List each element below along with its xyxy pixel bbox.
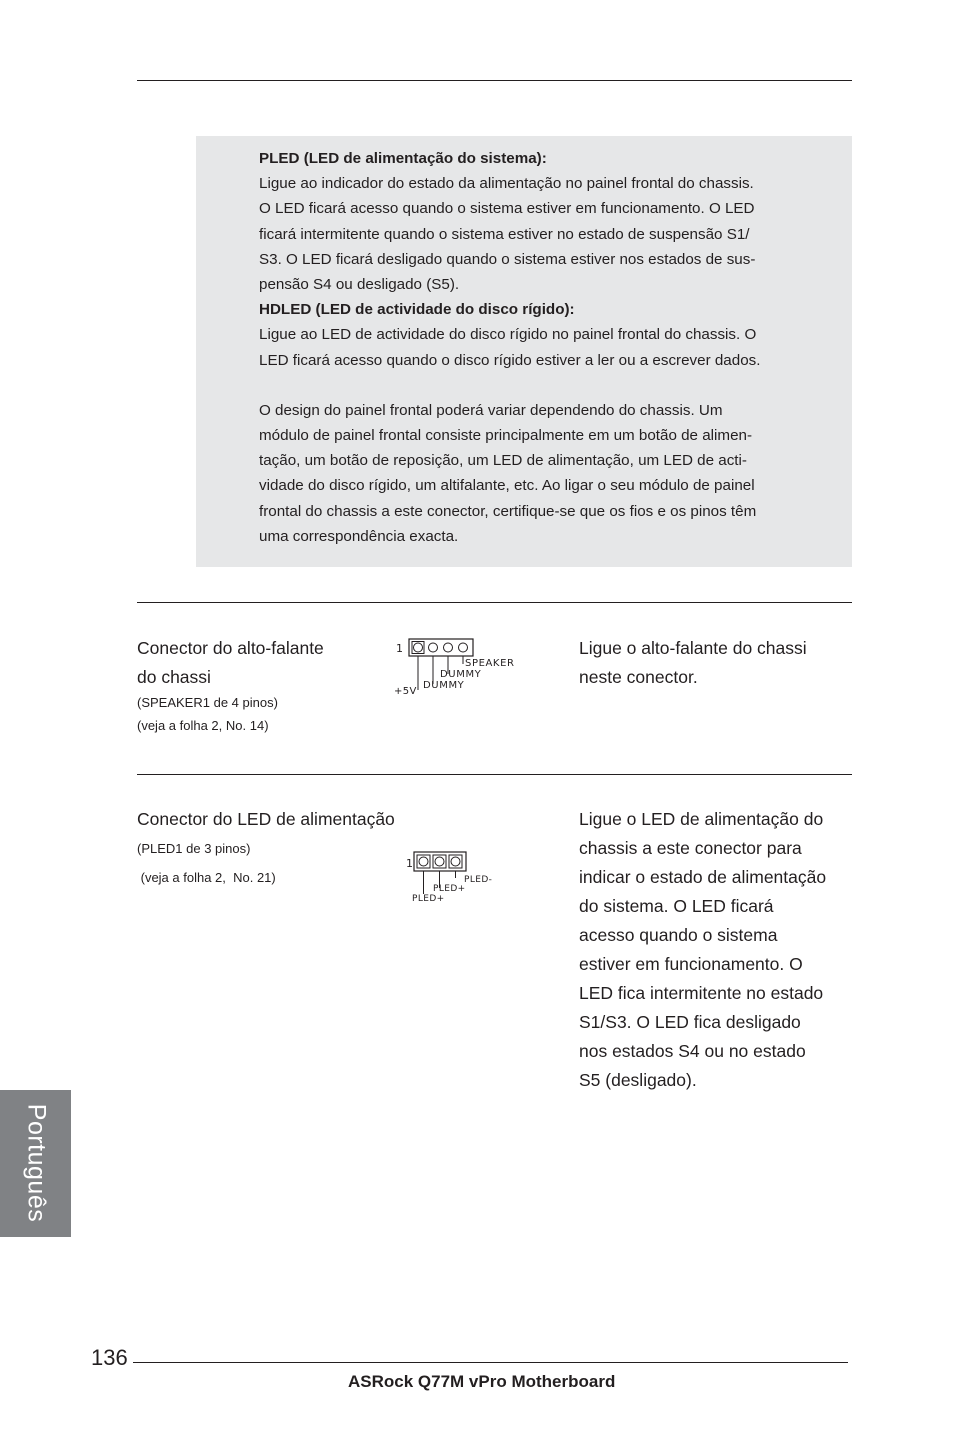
design-line: O design do painel frontal poderá variar dependendo do chassis. Um [259,401,723,419]
pin-2 [429,643,438,652]
hdled-heading: HDLED (LED de actividade do disco rígido): [259,301,575,319]
pin1-label: 1 [406,857,413,870]
pled-line: Ligue ao indicador do estado da alimentação no painel frontal do chassis. [259,175,754,193]
pin1-label: 1 [396,642,403,655]
page-number: 136 [91,1345,128,1370]
section-rule [137,602,852,603]
pled-note: (PLED1 de 3 pinos) [137,841,251,856]
language-label: Português [22,1103,51,1223]
pled-note: (veja a folha 2, No. 21) [137,870,276,885]
pled-line: ficará intermitente quando o sistema estiver no estado de suspensão S1/ [259,225,750,243]
design-line: tação, um botão de reposição, um LED de alimentação, um LED de acti- [259,452,747,470]
pin-1 [414,643,423,652]
top-rule [137,80,852,81]
pled-title: Conector do LED de alimentação [137,809,395,829]
design-line: módulo de painel frontal consiste principalmente em um botão de alimen- [259,427,753,445]
speaker-pin-label: SPEAKER [465,658,515,669]
hdled-line: Ligue ao LED de actividade do disco rígido no painel frontal do chassis. O [259,326,757,344]
pin-1 [419,857,428,866]
pled-line: O LED ficará acesso quando o sistema estiver em funcionamento. O LED [259,200,755,218]
footer-rule [133,1362,848,1363]
pled-connector-diagram [404,848,494,906]
footer-title: ASRock Q77M vPro Motherboard [348,1372,616,1391]
dummy-pin-label: DUMMY [423,680,465,691]
pin-4 [459,643,468,652]
pin-3 [451,857,460,866]
design-line: frontal do chassis a este conector, certifique-se que os fios e os pinos têm [259,502,757,520]
speaker-title: Conector do alto-falante do chassi [137,638,324,687]
hdled-line: LED ficará acesso quando o disco rígido estiver a ler ou a escrever dados. [259,351,761,369]
design-line: vidade do disco rígido, um altifalante, etc. Ao ligar o seu módulo de painel [259,477,755,495]
pled-plus-label: PLED+ [412,894,445,904]
speaker-note: (SPEAKER1 de 4 pinos) (veja a folha 2, No. 14) [137,695,278,733]
plus5v-pin-label: +5V [394,686,417,696]
section-rule [137,774,852,775]
speaker-connector-diagram [392,636,522,696]
speaker-description: Ligue o alto-falante do chassi neste conector. [579,638,807,687]
pled-description: Ligue o LED de alimentação do chassis a este conector para indicar o estado de alimentação do sistema. O LED ficará acesso quando o sistema estiver em funcionamento. O LED fica intermitente no estado S1/S3. O LED fica desligado nos estados S4 ou no estado S5 (desligado). [579,809,827,1090]
pled-plus-label: PLED+ [433,884,466,894]
note-box-text [259,146,829,549]
language-side-tab [0,1090,71,1237]
pled-minus-label: PLED- [464,875,493,885]
pin-2 [435,857,444,866]
pin-3 [444,643,453,652]
pled-line: pensão S4 ou desligado (S5). [259,276,460,294]
pled-line: S3. O LED ficará desligado quando o sistema estiver nos estados de sus- [259,250,756,268]
dummy-pin-label: DUMMY [440,669,482,680]
design-line: uma correspondência exacta. [259,527,459,545]
pled-heading: PLED (LED de alimentação do sistema): [259,150,547,167]
